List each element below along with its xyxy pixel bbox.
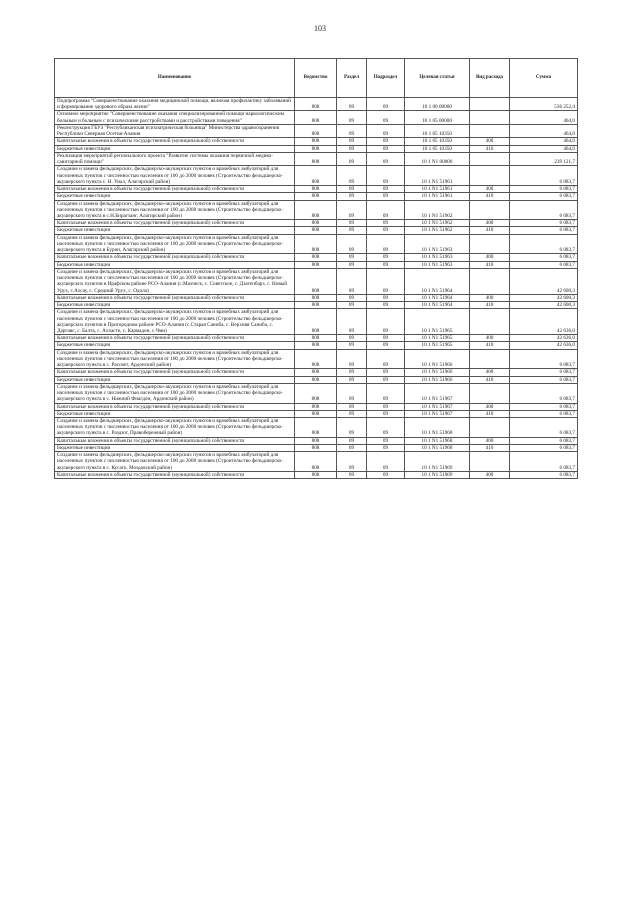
row-podrazdel: 09: [367, 268, 405, 294]
row-vid: 410: [470, 227, 510, 234]
table-row: [55, 138, 578, 145]
row-name: Капитальные вложения в объекты государственной (муниципальной) собственности: [55, 138, 295, 145]
row-target: 10 1 N1 51967: [405, 410, 470, 417]
row-ved: 808: [295, 166, 337, 186]
row-name: Создание и замена фельдшерских, фельдшерско-акушерских пунктов и врачебных амбулаторий для населенных пунктов с численностью населения от 100 до 2000 человек (Строительство фельдшерско-акушерского пункта с. Н. Унал, Алагирский район): [55, 166, 295, 186]
row-ved: 808: [295, 294, 337, 301]
row-name: Бюджетные инвестиции: [55, 193, 295, 200]
row-ved: 808: [295, 444, 337, 451]
row-target: 10 1 N1 51962: [405, 200, 470, 220]
row-vid: [470, 309, 510, 335]
row-name: Реконструкция ГБУЗ "Республиканская психиатрическая больница" Министерства здравоохранения Республики Северная Осетия-Алания: [55, 124, 295, 137]
row-name: Создание и замена фельдшерских, фельдшерско-акушерских пунктов и врачебных амбулаторий для населенных пунктов с численностью населения от 100 до 2000 человек (Строительство фельдшерско-акушерского пункта в с. Нижний Фиагдон, Ардонский район): [55, 383, 295, 403]
row-name: Бюджетные инвестиции: [55, 145, 295, 152]
row-podrazdel: 09: [367, 376, 405, 383]
header-podrazdel: Подраздел: [367, 59, 405, 98]
row-podrazdel: 09: [367, 254, 405, 261]
header-target: Целевая статья: [405, 59, 470, 98]
row-target: 10 1 N1 00000: [405, 152, 470, 165]
row-ved: 808: [295, 452, 337, 472]
table-row: [55, 294, 578, 301]
table-row: [55, 254, 578, 261]
table-row: [55, 268, 578, 294]
row-podrazdel: 09: [367, 452, 405, 472]
row-razdel: 09: [337, 166, 367, 186]
table-row: [55, 124, 578, 137]
row-podrazdel: 09: [367, 98, 405, 111]
row-vid: 410: [470, 410, 510, 417]
row-ved: 808: [295, 261, 337, 268]
row-ved: 808: [295, 403, 337, 410]
row-name: Капитальные вложения в объекты государственной (муниципальной) собственности: [55, 437, 295, 444]
row-razdel: 09: [337, 369, 367, 376]
row-sum: 6 083,7: [510, 410, 578, 417]
row-ved: 808: [295, 152, 337, 165]
row-name: Подпрограмма "Совершенствование оказания медицинской помощи, включая профилактику заболеваний и формирование здорового образа жизни": [55, 98, 295, 111]
row-target: 10 1 N1 51961: [405, 193, 470, 200]
row-name: Капитальные вложения в объекты государственной (муниципальной) собственности: [55, 254, 295, 261]
row-razdel: 09: [337, 98, 367, 111]
row-vid: [470, 452, 510, 472]
row-sum: 42 600,3: [510, 302, 578, 309]
row-razdel: 09: [337, 444, 367, 451]
row-target: 10 1 N1 51965: [405, 335, 470, 342]
table-row: [55, 152, 578, 165]
row-sum: 6 083,7: [510, 220, 578, 227]
table-row: [55, 166, 578, 186]
row-ved: 808: [295, 124, 337, 137]
row-razdel: 09: [337, 410, 367, 417]
row-sum: 42 600,3: [510, 294, 578, 301]
table-row: [55, 145, 578, 152]
row-vid: 400: [470, 254, 510, 261]
row-vid: 400: [470, 220, 510, 227]
row-podrazdel: 09: [367, 418, 405, 438]
row-ved: 808: [295, 309, 337, 335]
row-podrazdel: 09: [367, 220, 405, 227]
row-sum: 6 083,7: [510, 234, 578, 254]
row-razdel: 09: [337, 111, 367, 124]
table-row: [55, 418, 578, 438]
row-podrazdel: 09: [367, 444, 405, 451]
row-sum: 464,0: [510, 124, 578, 137]
row-vid: 410: [470, 302, 510, 309]
row-razdel: 09: [337, 383, 367, 403]
row-podrazdel: 09: [367, 124, 405, 137]
row-vid: 410: [470, 444, 510, 451]
row-name: Реализация мероприятий регионального проекта "Развитие системы оказания первичной медико-санитарной помощи": [55, 152, 295, 165]
row-ved: 808: [295, 200, 337, 220]
row-sum: 6 083,7: [510, 193, 578, 200]
row-podrazdel: 09: [367, 234, 405, 254]
row-ved: 808: [295, 220, 337, 227]
header-name: Наименование: [55, 59, 295, 98]
row-podrazdel: 09: [367, 349, 405, 369]
row-target: 10 1 N1 51967: [405, 383, 470, 403]
row-razdel: 09: [337, 309, 367, 335]
table-row: [55, 335, 578, 342]
row-razdel: 09: [337, 294, 367, 301]
table-header-row: [55, 59, 578, 98]
row-name: Капитальные вложения в объекты государственной (муниципальной) собственности: [55, 335, 295, 342]
row-name: Капитальные вложения в объекты государственной (муниципальной) собственности: [55, 220, 295, 227]
row-ved: 808: [295, 254, 337, 261]
row-razdel: 09: [337, 261, 367, 268]
row-target: 10 1 05 10350: [405, 145, 470, 152]
row-vid: 400: [470, 403, 510, 410]
row-name: Бюджетные инвестиции: [55, 302, 295, 309]
row-ved: 808: [295, 410, 337, 417]
row-razdel: 09: [337, 145, 367, 152]
row-podrazdel: 09: [367, 342, 405, 349]
row-target: 10 1 N1 51969: [405, 452, 470, 472]
table-row: [55, 98, 578, 111]
row-name: Создание и замена фельдшерских, фельдшерско-акушерских пунктов и врачебных амбулаторий для населенных пунктов с численностью населения от 100 до 2000 человек (Строительство фельдшерско-акушерского пункта в с. Раздзог, Правобережный район): [55, 418, 295, 438]
row-ved: 808: [295, 98, 337, 111]
table-row: [55, 302, 578, 309]
row-target: 10 1 N1 51968: [405, 444, 470, 451]
row-sum: 6 083,7: [510, 471, 578, 478]
row-target: 10 1 N1 51966: [405, 376, 470, 383]
row-target: 10 1 N1 51964: [405, 268, 470, 294]
row-target: 10 1 N1 51965: [405, 342, 470, 349]
row-razdel: 09: [337, 349, 367, 369]
row-ved: 808: [295, 369, 337, 376]
row-name: Создание и замена фельдшерских, фельдшерско-акушерских пунктов и врачебных амбулаторий для населенных пунктов с численностью населения от 100 до 2000 человек (Строительство фельдшерско-акушерского пункта в Бурон, Алагирский район): [55, 234, 295, 254]
table-row: [55, 369, 578, 376]
row-razdel: 09: [337, 376, 367, 383]
row-podrazdel: 09: [367, 294, 405, 301]
row-ved: 808: [295, 145, 337, 152]
row-ved: 808: [295, 268, 337, 294]
row-podrazdel: 09: [367, 193, 405, 200]
row-vid: [470, 111, 510, 124]
table-row: [55, 234, 578, 254]
table-body: [55, 98, 578, 479]
row-sum: 6 083,7: [510, 186, 578, 193]
row-vid: 410: [470, 145, 510, 152]
header-ved: Ведомство: [295, 59, 337, 98]
row-name: Создание и замена фельдшерских, фельдшерско-акушерских пунктов и врачебных амбулаторий для населенных пунктов с численностью населения от 100 до 2000 человек (Строительство фельдшерско-акушерского пункта в с. Кусаго, Моздокский район): [55, 452, 295, 472]
row-vid: 410: [470, 376, 510, 383]
table-row: [55, 227, 578, 234]
row-sum: 6 083,7: [510, 227, 578, 234]
table-row: [55, 111, 578, 124]
page-number: 103: [314, 24, 326, 33]
row-razdel: 09: [337, 220, 367, 227]
row-podrazdel: 09: [367, 186, 405, 193]
row-sum: 464,0: [510, 138, 578, 145]
row-ved: 808: [295, 349, 337, 369]
table-row: [55, 261, 578, 268]
row-name: Создание и замена фельдшерских, фельдшерско-акушерских пунктов и врачебных амбулаторий для населенных пунктов с численностью населения от 100 до 2000 человек (Строительство фельдшерско-акушерского пункта в с.Н.Бирагзанг, Алагирский район): [55, 200, 295, 220]
row-podrazdel: 09: [367, 335, 405, 342]
row-ved: 808: [295, 111, 337, 124]
row-target: 10 1 N1 51963: [405, 234, 470, 254]
row-podrazdel: 09: [367, 152, 405, 165]
row-vid: [470, 268, 510, 294]
row-vid: 400: [470, 335, 510, 342]
table-row: [55, 342, 578, 349]
row-name: Бюджетные инвестиции: [55, 444, 295, 451]
table-row: [55, 383, 578, 403]
row-vid: 400: [470, 437, 510, 444]
row-target: 10 1 00 00000: [405, 98, 470, 111]
row-razdel: 09: [337, 342, 367, 349]
table-row: [55, 410, 578, 417]
row-name: Бюджетные инвестиции: [55, 410, 295, 417]
row-razdel: 09: [337, 193, 367, 200]
row-vid: [470, 234, 510, 254]
row-sum: 464,0: [510, 145, 578, 152]
row-razdel: 09: [337, 302, 367, 309]
row-target: 10 1 05 00000: [405, 111, 470, 124]
row-name: Бюджетные инвестиции: [55, 261, 295, 268]
table-row: [55, 349, 578, 369]
header-vid: Вид расхода: [470, 59, 510, 98]
row-podrazdel: 09: [367, 145, 405, 152]
row-sum: 6 083,7: [510, 383, 578, 403]
row-podrazdel: 09: [367, 471, 405, 478]
row-podrazdel: 09: [367, 403, 405, 410]
budget-table: [54, 58, 578, 479]
row-target: 10 1 N1 51964: [405, 302, 470, 309]
table-row: [55, 186, 578, 193]
row-target: 10 1 N1 51965: [405, 309, 470, 335]
row-vid: [470, 124, 510, 137]
row-vid: 400: [470, 471, 510, 478]
row-name: Создание и замена фельдшерских, фельдшерско-акушерских пунктов и врачебных амбулаторий для населенных пунктов с численностью населения от 100 до 2000 человек (Строительство фельдшерско-акушерских пунктов в Пригородном районе РСО-Алания (с.Старая Саниба, с. Верхняя Саниба, с. Даргавс, с. Балта, с. Алхасте, с. Кармадон, с.Чми): [55, 309, 295, 335]
row-podrazdel: 09: [367, 200, 405, 220]
row-razdel: 09: [337, 234, 367, 254]
row-podrazdel: 09: [367, 227, 405, 234]
table-row: [55, 193, 578, 200]
row-sum: 6 083,7: [510, 444, 578, 451]
row-podrazdel: 09: [367, 410, 405, 417]
table-row: [55, 471, 578, 478]
row-podrazdel: 09: [367, 302, 405, 309]
row-ved: 808: [295, 335, 337, 342]
row-sum: 6 083,7: [510, 376, 578, 383]
row-sum: 6 083,7: [510, 418, 578, 438]
row-razdel: 09: [337, 138, 367, 145]
row-ved: 808: [295, 376, 337, 383]
row-name: Бюджетные инвестиции: [55, 376, 295, 383]
row-sum: 6 083,7: [510, 200, 578, 220]
row-sum: 42 600,3: [510, 268, 578, 294]
table-row: [55, 220, 578, 227]
row-name: Капитальные вложения в объекты государственной (муниципальной) собственности: [55, 186, 295, 193]
row-name: Бюджетные инвестиции: [55, 227, 295, 234]
table-row: [55, 403, 578, 410]
row-ved: 808: [295, 342, 337, 349]
row-podrazdel: 09: [367, 166, 405, 186]
row-razdel: 09: [337, 471, 367, 478]
row-target: 10 1 N1 51966: [405, 349, 470, 369]
row-sum: 536 252,4: [510, 98, 578, 111]
row-name: Капитальные вложения в объекты государственной (муниципальной) собственности: [55, 369, 295, 376]
row-razdel: 09: [337, 200, 367, 220]
row-ved: 808: [295, 471, 337, 478]
row-target: 10 1 N1 51964: [405, 294, 470, 301]
row-vid: 400: [470, 369, 510, 376]
row-vid: [470, 166, 510, 186]
row-razdel: 09: [337, 418, 367, 438]
row-ved: 808: [295, 186, 337, 193]
row-razdel: 09: [337, 152, 367, 165]
row-target: 10 1 N1 51969: [405, 471, 470, 478]
row-sum: 6 083,7: [510, 403, 578, 410]
row-razdel: 09: [337, 403, 367, 410]
row-razdel: 09: [337, 268, 367, 294]
row-vid: 410: [470, 261, 510, 268]
table-row: [55, 200, 578, 220]
row-target: 10 1 N1 51968: [405, 437, 470, 444]
row-vid: 400: [470, 138, 510, 145]
row-sum: 6 083,7: [510, 254, 578, 261]
row-name: Создание и замена фельдшерских, фельдшерско-акушерских пунктов и врачебных амбулаторий для населенных пунктов с численностью населения от 100 до 2000 человек (Строительство фельдшерско-акушерского пункта в с. Рассвет, Ардонский район): [55, 349, 295, 369]
row-ved: 808: [295, 302, 337, 309]
row-razdel: 09: [337, 254, 367, 261]
row-vid: 410: [470, 342, 510, 349]
row-name: Создание и замена фельдшерских, фельдшерско-акушерских пунктов и врачебных амбулаторий для населенных пунктов с численностью населения от 100 до 2000 человек (Строительство фельдшерско-акушерских пунктов в Ирафском районе РСО-Алания (с.Махческ, с. Советское, с. Дзагепбарз, с. Новый Урух, с.Ахсау, с. Средний Урух, с. Одола): [55, 268, 295, 294]
row-target: 10 1 N1 51966: [405, 369, 470, 376]
row-vid: 400: [470, 186, 510, 193]
row-sum: 6 083,7: [510, 369, 578, 376]
row-sum: 464,0: [510, 111, 578, 124]
row-target: 10 1 N1 51967: [405, 403, 470, 410]
row-target: 10 1 N1 51963: [405, 261, 470, 268]
row-sum: 239 121,7: [510, 152, 578, 165]
row-podrazdel: 09: [367, 261, 405, 268]
header-razdel: Раздел: [337, 59, 367, 98]
row-ved: 808: [295, 418, 337, 438]
row-sum: 6 083,7: [510, 166, 578, 186]
row-razdel: 09: [337, 227, 367, 234]
header-sum: Сумма: [510, 59, 578, 98]
table-row: [55, 376, 578, 383]
row-ved: 808: [295, 227, 337, 234]
row-vid: [470, 200, 510, 220]
row-ved: 808: [295, 383, 337, 403]
row-podrazdel: 09: [367, 309, 405, 335]
row-vid: 410: [470, 193, 510, 200]
row-sum: 42 636,0: [510, 309, 578, 335]
row-target: 10 1 N1 51961: [405, 186, 470, 193]
row-sum: 6 083,7: [510, 349, 578, 369]
row-vid: [470, 418, 510, 438]
row-podrazdel: 09: [367, 138, 405, 145]
row-name: Капитальные вложения в объекты государственной (муниципальной) собственности: [55, 294, 295, 301]
row-target: 10 1 05 10350: [405, 138, 470, 145]
row-ved: 808: [295, 234, 337, 254]
row-target: 10 1 N1 51961: [405, 166, 470, 186]
row-ved: 808: [295, 437, 337, 444]
row-sum: 42 636,0: [510, 342, 578, 349]
row-podrazdel: 09: [367, 111, 405, 124]
row-target: 10 1 N1 51963: [405, 254, 470, 261]
table-row: [55, 437, 578, 444]
table-row: [55, 444, 578, 451]
row-ved: 808: [295, 193, 337, 200]
row-vid: [470, 152, 510, 165]
row-vid: 400: [470, 294, 510, 301]
row-target: 10 1 N1 51962: [405, 227, 470, 234]
row-vid: [470, 98, 510, 111]
table-row: [55, 452, 578, 472]
row-razdel: 09: [337, 186, 367, 193]
row-razdel: 09: [337, 452, 367, 472]
row-sum: 6 083,7: [510, 452, 578, 472]
row-name: Бюджетные инвестиции: [55, 342, 295, 349]
row-target: 10 1 N1 51962: [405, 220, 470, 227]
row-podrazdel: 09: [367, 383, 405, 403]
table-row: [55, 309, 578, 335]
row-vid: [470, 383, 510, 403]
row-sum: 6 083,7: [510, 437, 578, 444]
row-ved: 808: [295, 138, 337, 145]
row-name: Капитальные вложения в объекты государственной (муниципальной) собственности: [55, 471, 295, 478]
row-name: Капитальные вложения в объекты государственной (муниципальной) собственности: [55, 403, 295, 410]
row-podrazdel: 09: [367, 369, 405, 376]
row-sum: 6 083,7: [510, 261, 578, 268]
row-razdel: 09: [337, 335, 367, 342]
row-razdel: 09: [337, 437, 367, 444]
row-name: Основное мероприятие "Совершенствование оказания специализированной помощи наркологическим больным и больным с психическими расстройствами и расстройствами поведения": [55, 111, 295, 124]
row-podrazdel: 09: [367, 437, 405, 444]
row-target: 10 1 N1 51968: [405, 418, 470, 438]
row-vid: [470, 349, 510, 369]
row-target: 10 1 05 10350: [405, 124, 470, 137]
row-razdel: 09: [337, 124, 367, 137]
row-sum: 42 636,0: [510, 335, 578, 342]
